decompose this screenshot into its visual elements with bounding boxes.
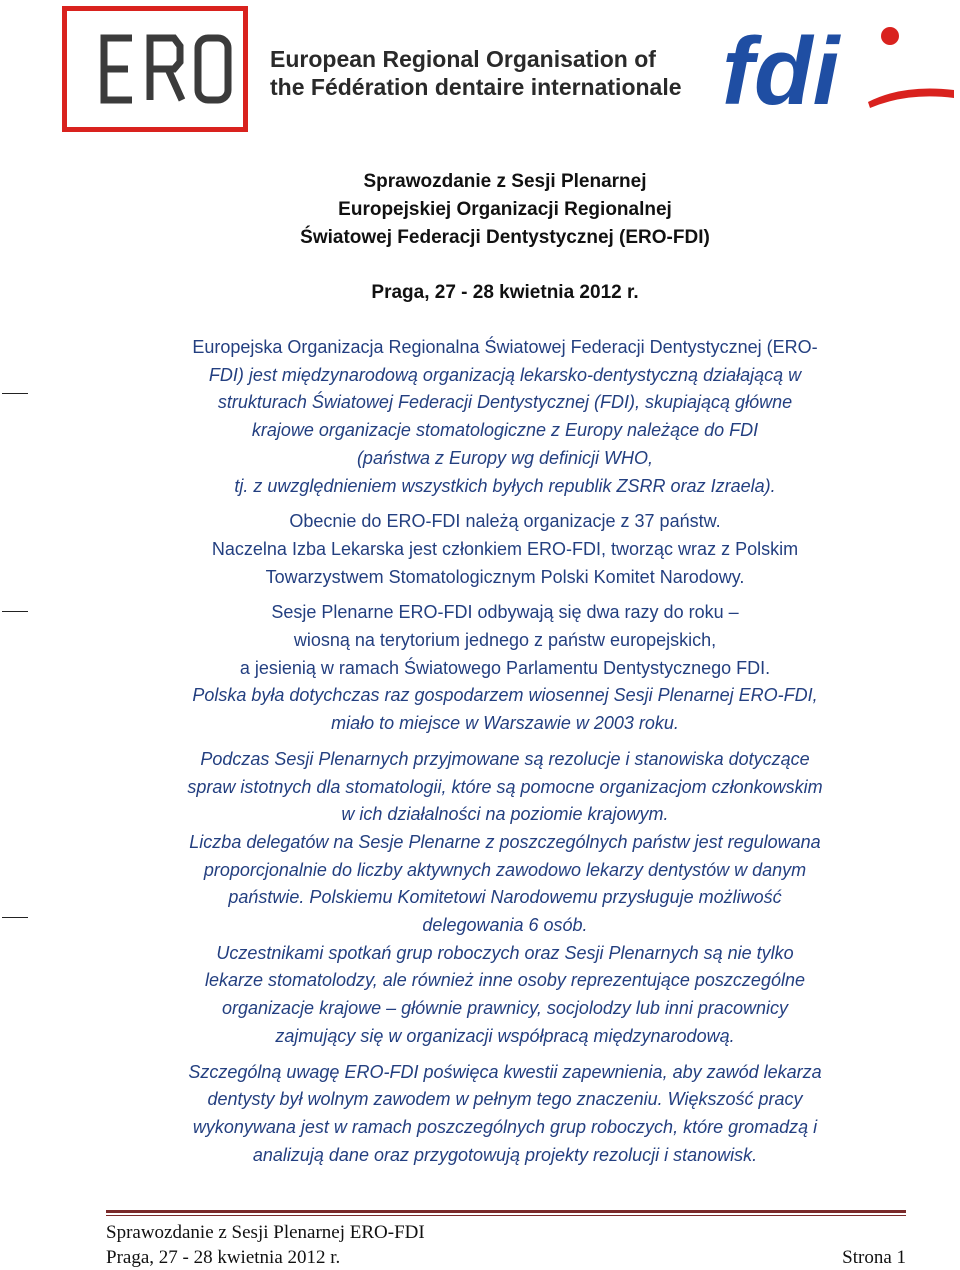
paragraph xyxy=(125,746,885,1051)
report-title-line: Sprawozdanie z Sesji Plenarnej xyxy=(363,171,647,192)
footer-line: Sprawozdanie z Sesji Plenarnej ERO-FDI xyxy=(106,1222,425,1243)
paragraph-line: organizacje krajowe – głównie prawnicy, socjolodzy lub inni pracownicy xyxy=(222,998,788,1019)
margin-mark xyxy=(2,611,28,612)
paragraph-line: wykonywana jest w ramach poszczególnych grup roboczych, które gromadzą i xyxy=(192,1116,818,1137)
footer-rule xyxy=(106,1215,906,1216)
paragraph-line: w ich działalności na poziomie krajowym. xyxy=(341,804,669,825)
paragraph-line: strukturach Światowej Federacji Dentystycznej (FDI), skupiającą główne xyxy=(217,392,793,413)
paragraph-line: wiosną na terytorium jednego z państw europejskich, xyxy=(293,630,717,651)
svg-text:fdi: fdi xyxy=(722,22,840,116)
paragraph xyxy=(125,334,885,362)
paragraph xyxy=(125,362,885,501)
paragraph-line: Liczba delegatów na Sesje Plenarne z poszczególnych państw jest regulowana xyxy=(189,831,821,852)
paragraph xyxy=(125,1059,885,1170)
paragraph-line: dentysty był wolnym zawodem w pełnym tego znaczeniu. Większość pracy xyxy=(207,1089,803,1110)
footer-rule xyxy=(106,1210,906,1213)
paragraph-line: miało to miejsce w Warszawie w 2003 roku. xyxy=(331,713,679,734)
paragraph-line: FDI) jest międzynarodową organizacją lekarsko-dentystyczną działającą w xyxy=(208,364,802,385)
paragraph-line: Towarzystwem Stomatologicznym Polski Komitet Narodowy. xyxy=(265,566,745,587)
paragraph-gap xyxy=(125,500,885,508)
paragraph-line: (państwa z Europy wg definicji WHO, xyxy=(356,447,654,468)
page-number: Strona 1 xyxy=(842,1247,906,1268)
paragraph-line: zajmujący się w organizacji współpracą międzynarodową. xyxy=(275,1025,735,1046)
paragraph-line: państwie. Polskiemu Komitetowi Narodowemu przysługuje możliwość xyxy=(228,887,782,908)
paragraph-line: a jesienią w ramach Światowego Parlamentu Dentystycznego FDI. xyxy=(239,657,771,678)
paragraph-line: Sesje Plenarne ERO-FDI odbywają się dwa razy do roku – xyxy=(271,602,739,623)
report-title-line: Światowej Federacji Dentystycznej (ERO-FDI) xyxy=(300,227,710,248)
fdi-logo xyxy=(718,22,960,116)
page-footer xyxy=(106,1220,906,1270)
paragraph xyxy=(125,682,885,737)
paragraph-gap xyxy=(125,738,885,746)
paragraph-line: Polska była dotychczas raz gospodarzem wiosennej Sesji Plenarnej ERO-FDI, xyxy=(192,685,818,706)
report-date: Praga, 27 - 28 kwietnia 2012 r. xyxy=(371,282,639,303)
paragraph-line: tj. z uwzględnieniem wszystkich byłych republik ZSRR oraz Izraela). xyxy=(234,475,776,496)
paragraph-line: spraw istotnych dla stomatologii, które są pomocne organizacjom członkowskim xyxy=(187,776,823,797)
paragraph-line: Naczelna Izba Lekarska jest członkiem ERO-FDI, tworząc wraz z Polskim xyxy=(211,538,799,559)
paragraph-line: Obecnie do ERO-FDI należą organizacje z 37 państw. xyxy=(289,511,721,532)
paragraph-line: proporcjonalnie do liczby aktywnych zawodowo lekarzy dentystów w danym xyxy=(203,859,807,880)
ero-logo xyxy=(62,6,248,132)
paragraph-line: Uczestnikami spotkań grup roboczych oraz Sesji Plenarnych są nie tylko xyxy=(216,942,794,963)
paragraph-line: delegowania 6 osób. xyxy=(422,915,588,936)
organisation-title xyxy=(270,45,682,101)
footer-line: Praga, 27 - 28 kwietnia 2012 r. xyxy=(106,1247,341,1268)
report-title-line: Europejskiej Organizacji Regionalnej xyxy=(338,199,672,220)
paragraph-gap xyxy=(125,591,885,599)
report-title xyxy=(0,168,960,252)
paragraph-line: lekarze stomatolodzy, ale również inne osoby reprezentujące poszczególne xyxy=(204,970,805,991)
margin-mark xyxy=(2,393,28,394)
paragraph xyxy=(125,599,885,682)
paragraph-line: Podczas Sesji Plenarnych przyjmowane są rezolucje i stanowiska dotyczące xyxy=(200,748,810,769)
organisation-title-line: the Fédération dentaire internationale xyxy=(270,74,682,100)
paragraph-line: Szczególną uwagę ERO-FDI poświęca kwestii zapewnienia, aby zawód lekarza xyxy=(188,1061,822,1082)
paragraph-line: Europejska Organizacja Regionalna Światowej Federacji Dentystycznej (ERO- xyxy=(192,337,818,357)
paragraph xyxy=(125,508,885,591)
paragraph-line: analizują dane oraz przygotowują projekty rezolucji i stanowisk. xyxy=(252,1144,758,1165)
organisation-title-line: European Regional Organisation of xyxy=(270,46,656,72)
margin-mark xyxy=(2,917,28,918)
body-text xyxy=(125,334,885,1169)
paragraph-gap xyxy=(125,1051,885,1059)
paragraph-line: krajowe organizacje stomatologiczne z Europy należące do FDI xyxy=(251,420,759,441)
